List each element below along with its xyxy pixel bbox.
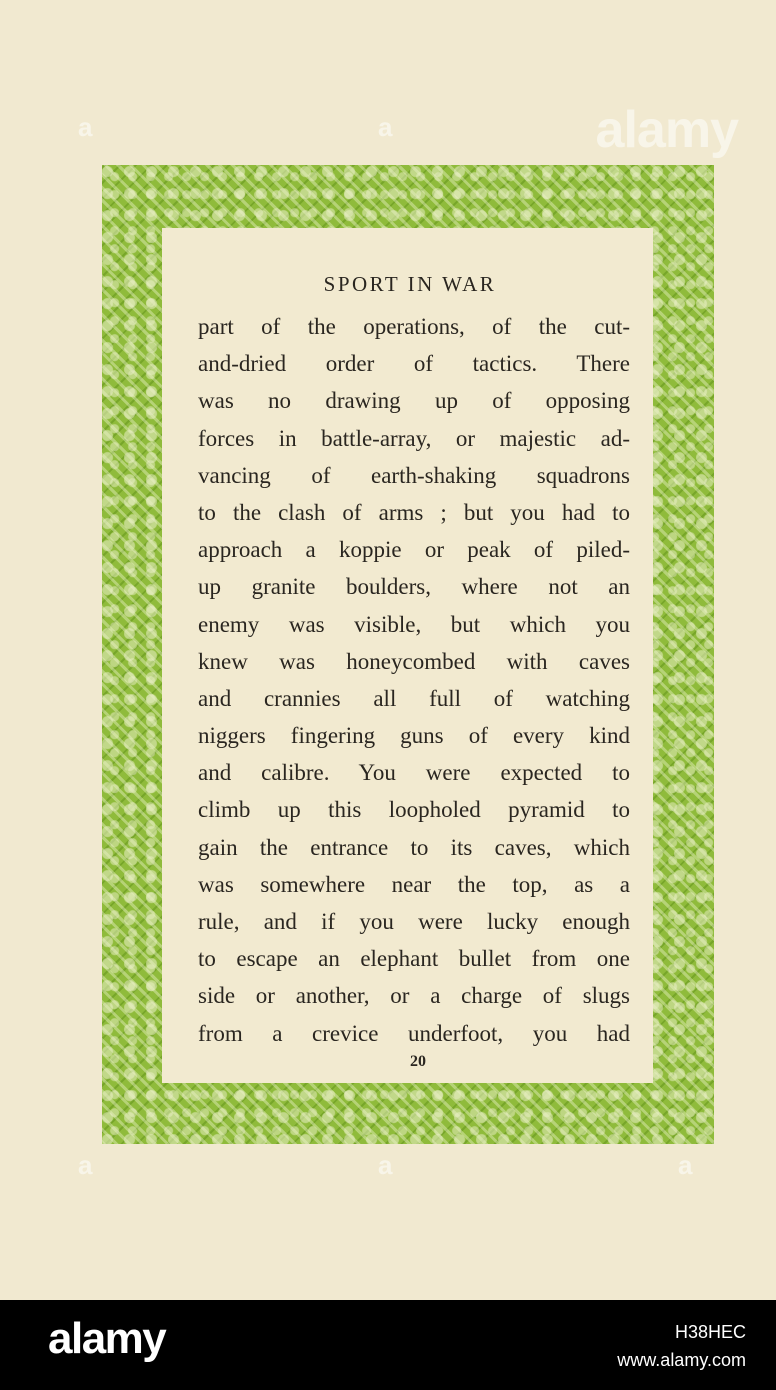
- watermark-mark: a: [678, 1150, 693, 1180]
- text-line: to escape an elephant bullet from one: [198, 946, 630, 972]
- site-url: www.alamy.com: [617, 1350, 746, 1370]
- footer-logo: alamy: [48, 1314, 166, 1363]
- text-line: rule, and if you were lucky enough: [198, 909, 630, 934]
- page-number: 20: [410, 1053, 426, 1070]
- text-line: was somewhere near the top, as a: [198, 871, 630, 897]
- text-line: gain the entrance to its caves, which: [198, 834, 630, 860]
- text-line: side or another, or a charge of slugs: [198, 983, 630, 1009]
- text-line: niggers fingering guns of every kind: [198, 723, 630, 749]
- watermark-mark: a: [378, 1150, 393, 1180]
- watermark-mark: a: [378, 112, 393, 142]
- text-line: climb up this loopholed pyramid to: [198, 797, 630, 823]
- image-id: H38HEC: [674, 1322, 746, 1342]
- text-line: from a crevice underfoot, you had: [198, 1020, 630, 1046]
- text-line: up granite boulders, where not an: [198, 574, 630, 600]
- watermark-mark: a: [78, 1150, 93, 1180]
- text-line: enemy was visible, but which you: [198, 611, 630, 637]
- text-line: and-dried order of tactics. There: [198, 351, 630, 377]
- text-line: forces in battle-array, or majestic ad-: [198, 425, 630, 451]
- text-line: was no drawing up of opposing: [198, 388, 630, 414]
- text-line: to the clash of arms ; but you had to: [198, 499, 630, 525]
- stock-footer-bar: [0, 1300, 776, 1390]
- text-line: approach a koppie or peak of piled-: [198, 537, 630, 563]
- watermark-mark: a: [78, 112, 93, 142]
- text-line: and calibre. You were expected to: [198, 760, 630, 786]
- text-line: knew was honeycombed with caves: [198, 648, 630, 674]
- text-line: part of the operations, of the cut-: [198, 314, 630, 339]
- body-text: [198, 308, 630, 1052]
- watermark-logo: alamy: [595, 101, 738, 159]
- text-line: and crannies all full of watching: [198, 685, 630, 711]
- text-line: vancing of earth-shaking squadrons: [198, 462, 630, 488]
- running-head: SPORT IN WAR: [323, 272, 497, 296]
